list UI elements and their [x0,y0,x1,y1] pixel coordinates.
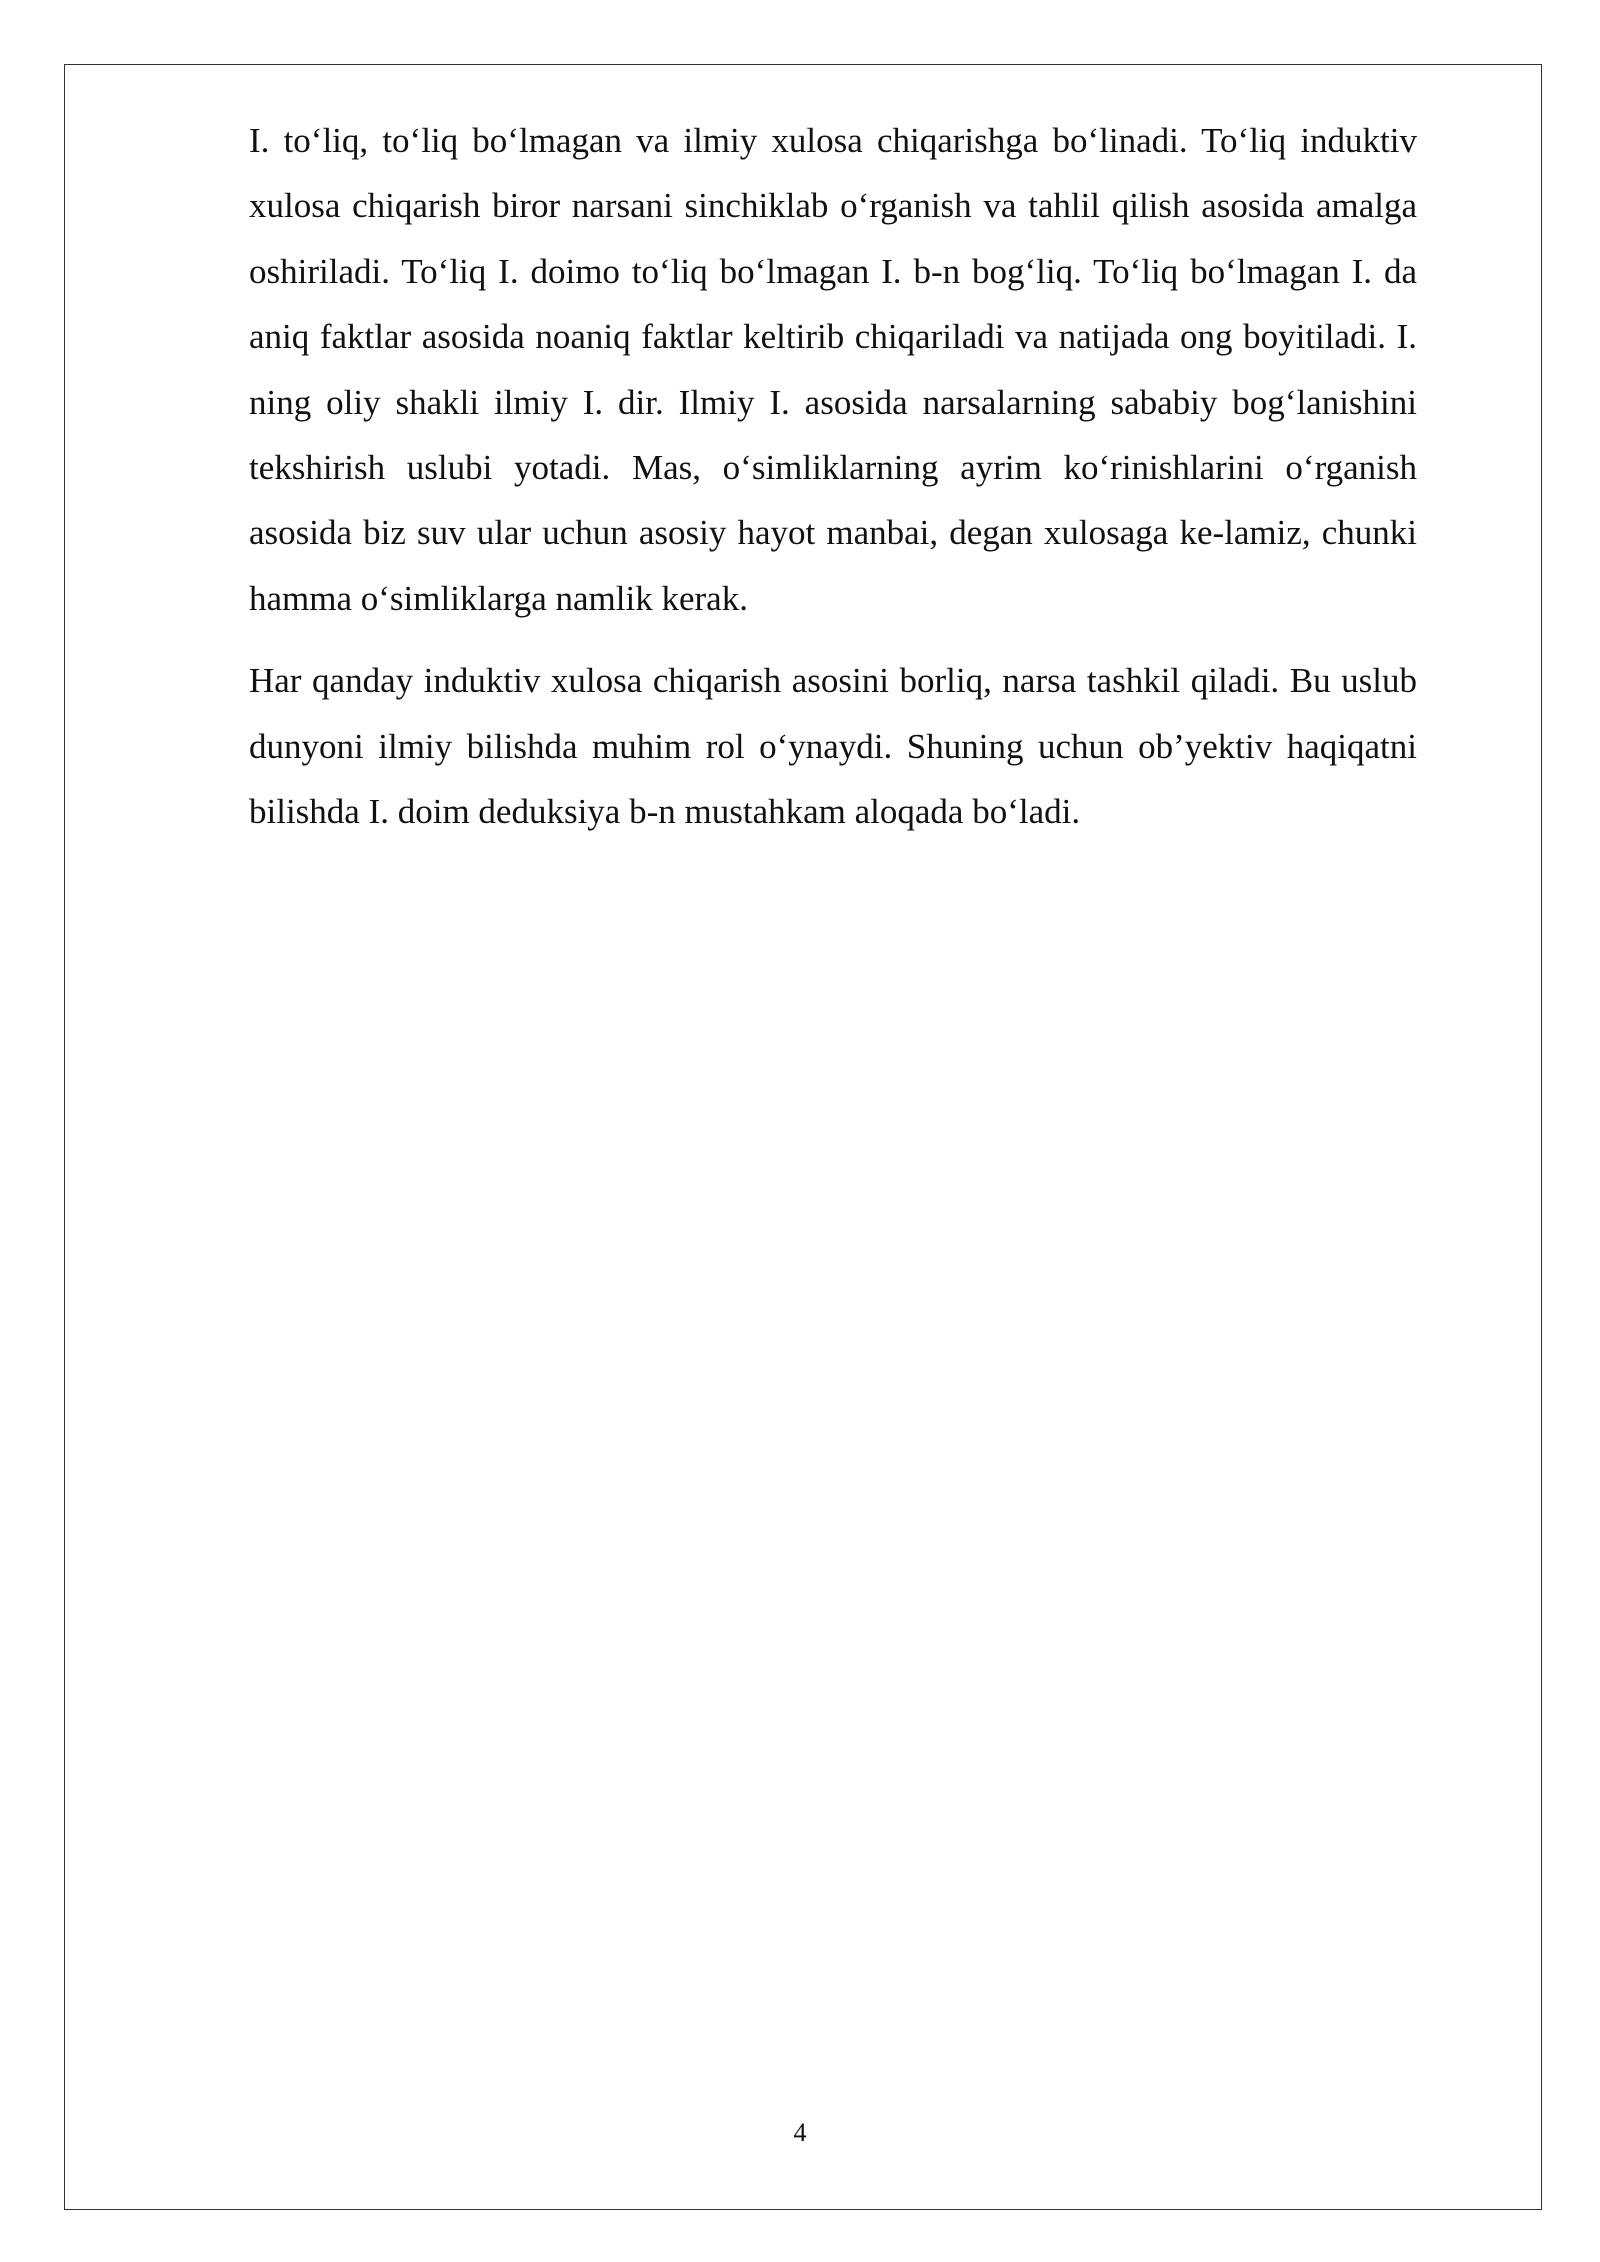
paragraph-1: I. to‘liq, to‘liq bo‘lmagan va ilmiy xulosa chiqarishga bo‘linadi. To‘liq induktiv xulosa chiqarish biror narsani sinchiklab o‘rganish va tahlil qilish asosida amalga oshiriladi. To‘liq I. doimo to‘liq bo‘lmagan I. b-n bog‘liq. To‘liq bo‘lmagan I. da aniq faktlar asosida noaniq faktlar keltirib chiqariladi va natijada ong boyitiladi. I. ning oliy shakli ilmiy I. dir. Ilmiy I. asosida narsalarning sababiy bog‘lanishini tekshirish uslubi yotadi. Mas, o‘simliklarning ayrim ko‘rinishlarini o‘rganish asosida biz suv ular uchun asosiy hayot manbai, degan xulosaga ke-lamiz, chunki hamma o‘simliklarga namlik kerak. [249,121,1417,618]
page-number: 4 [793,2118,807,2147]
paragraph-2: Har qanday induktiv xulosa chiqarish asosini borliq, narsa tashkil qiladi. Bu uslub dunyoni ilmiy bilishda muhim rol o‘ynaydi. Shuning uchun ob’yektiv haqiqatni bilishda I. doim deduksiya b-n mustahkam aloqada bo‘ladi. [249,661,1417,832]
document-body [249,108,1417,844]
